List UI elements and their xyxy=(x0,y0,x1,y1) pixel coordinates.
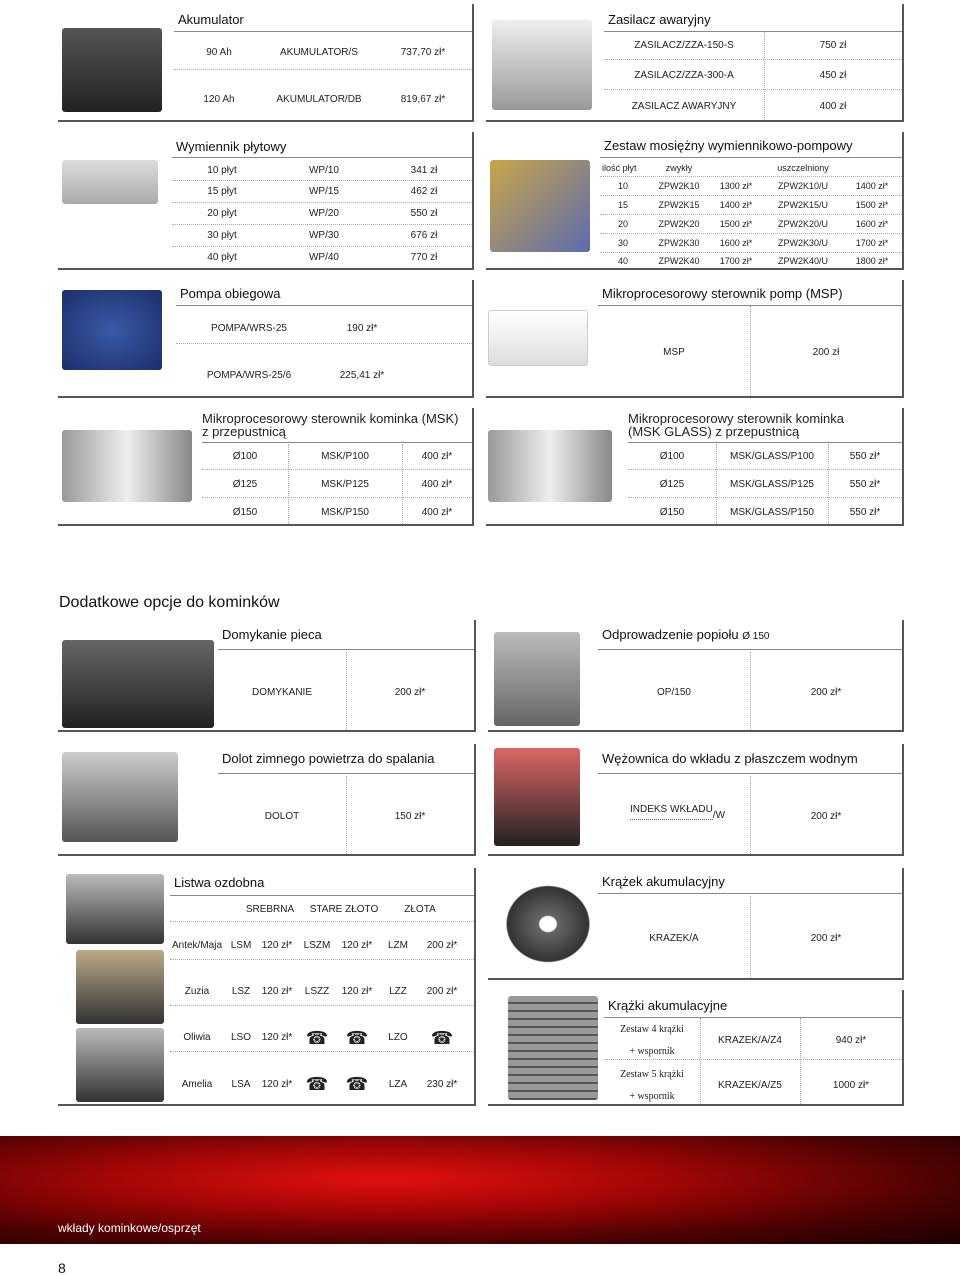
cell: 1400 zł* xyxy=(855,181,889,191)
cell: WP/30 xyxy=(308,230,339,241)
zestaw-title: Zestaw mosiężny wymiennikowo-pompowy xyxy=(600,136,902,158)
cell: 120 zł* xyxy=(261,986,293,997)
table-row xyxy=(604,32,902,60)
cell: LSA xyxy=(231,1078,251,1090)
cell: 400 zł xyxy=(819,100,847,112)
cell: LZA xyxy=(388,1078,408,1090)
cell: 120 zł* xyxy=(261,1032,293,1043)
cell: uszczelniony xyxy=(777,163,829,173)
table-row xyxy=(628,472,902,498)
cell: Ø150 xyxy=(232,506,258,518)
cell: 15 płyt xyxy=(207,186,237,197)
cell: DOMYKANIE xyxy=(251,686,312,698)
cell: Ø150 xyxy=(659,506,685,518)
cell: 200 zł* xyxy=(810,686,842,698)
table-row xyxy=(172,247,472,268)
table-row xyxy=(600,253,902,268)
cell: 150 zł* xyxy=(394,810,426,822)
domykanie-title: Domykanie pieca xyxy=(218,624,474,650)
storage-disc-image xyxy=(500,880,596,968)
cell: ZASILACZ AWARYJNY xyxy=(631,100,737,112)
cell: ZPW2K15 xyxy=(658,200,700,210)
brass-set-image xyxy=(490,160,590,252)
cell: ZPW2K30/U xyxy=(777,238,828,248)
cell: zwykły xyxy=(665,163,693,173)
cell: 676 zł xyxy=(410,230,438,241)
msp-title: Mikroprocesorowy sterownik pomp (MSP) xyxy=(598,284,902,306)
cell: 120 zł* xyxy=(341,940,373,951)
cell xyxy=(604,1069,700,1102)
wezownica-code-index: INDEKS WKŁADU xyxy=(630,804,713,820)
cell: 30 płyt xyxy=(207,230,237,241)
table-row xyxy=(170,978,474,1006)
cell: ZŁOTA xyxy=(404,904,436,915)
cell: LZM xyxy=(388,940,408,951)
table-row xyxy=(172,203,472,225)
cell: 770 zł xyxy=(410,252,438,263)
cell: 819,67 zł* xyxy=(400,93,446,105)
msk-glass-title xyxy=(628,412,844,438)
table-row xyxy=(172,225,472,247)
trim-image-3 xyxy=(76,1028,164,1102)
trim-image-1 xyxy=(66,874,164,944)
msk-title-line2: z przepustnicą xyxy=(202,424,286,439)
popiol-title-sub: Ø 150 xyxy=(742,631,770,642)
cell: POMPA/WRS-25/6 xyxy=(206,369,292,381)
cell: WP/15 xyxy=(308,186,339,197)
cell: 400 zł* xyxy=(421,506,453,518)
cell: 462 zł xyxy=(410,186,438,197)
msk-title-line1: Mikroprocesorowy sterownik kominka (MSK) xyxy=(202,411,459,426)
cell: WP/10 xyxy=(308,164,339,176)
wymiennik-title: Wymiennik płytowy xyxy=(172,138,472,158)
popiol-title xyxy=(598,624,902,650)
cell: 120 zł* xyxy=(261,1078,293,1090)
cell: 1500 zł* xyxy=(719,219,753,229)
table-header xyxy=(170,898,474,922)
cell: 200 zł* xyxy=(426,986,458,997)
heat-exchanger-image xyxy=(62,160,158,204)
cell: Oliwia xyxy=(183,1032,211,1043)
wezownica-code-suffix: /W xyxy=(712,810,726,821)
cell: WP/20 xyxy=(308,208,339,219)
cell: LZZ xyxy=(389,986,407,997)
cell: 750 zł xyxy=(819,40,847,51)
table-row xyxy=(170,932,474,960)
cell: ZPW2K20 xyxy=(658,219,700,229)
table-row xyxy=(604,62,902,90)
zasilacz-title: Zasilacz awaryjny xyxy=(604,10,902,32)
table-row xyxy=(604,92,902,120)
cell: 20 płyt xyxy=(207,208,237,219)
cell: AKUMULATOR/S xyxy=(280,47,358,58)
cell: 200 zł* xyxy=(810,932,842,944)
cell: 1300 zł* xyxy=(719,181,753,191)
krazki-set-line1: Zestaw 4 krążki xyxy=(620,1024,684,1035)
pompa-title: Pompa obiegowa xyxy=(176,284,472,306)
cell: LZO xyxy=(388,1032,408,1043)
phone-icon: ☎ xyxy=(345,1027,369,1048)
table-row xyxy=(174,82,472,116)
cell: 30 xyxy=(618,238,629,248)
trim-image-2 xyxy=(76,950,164,1024)
table-row xyxy=(176,314,472,344)
cell: 1700 zł* xyxy=(719,255,753,266)
table-row xyxy=(170,1070,474,1098)
cell: LSZZ xyxy=(304,986,330,997)
cell: 940 zł* xyxy=(835,1035,867,1046)
cell: MSK/GLASS/P100 xyxy=(730,451,814,462)
cell: 1700 zł* xyxy=(855,238,889,248)
table-row xyxy=(600,177,902,196)
table-row xyxy=(218,804,474,828)
cell: LSZM xyxy=(303,940,331,951)
cell: STARE ZŁOTO xyxy=(309,904,379,915)
cell: ZPW2K40 xyxy=(658,255,700,266)
cell: MSK/GLASS/P150 xyxy=(730,506,814,518)
phone-icon: ☎ xyxy=(305,1027,329,1048)
cell: SREBRNA xyxy=(245,904,295,915)
cell: 1600 zł* xyxy=(719,238,753,248)
krazki-set-line2: + wspornik xyxy=(629,1090,675,1102)
cell: Antek/Maja xyxy=(171,940,223,951)
cell: 400 zł* xyxy=(421,479,453,490)
cell: 200 zł xyxy=(812,346,840,358)
cell: 120 Ah xyxy=(203,93,235,105)
cell: ZPW2K40/U xyxy=(777,255,828,266)
cell: MSK/GLASS/P125 xyxy=(730,479,814,490)
wezownica-code xyxy=(630,804,725,820)
table-row xyxy=(604,1066,902,1104)
msk-glass-title-line2: (MSK GLASS) z przepustnicą xyxy=(628,424,800,439)
table-row xyxy=(598,680,902,704)
cell: 230 zł* xyxy=(426,1078,458,1090)
table-row xyxy=(598,340,902,364)
storage-discs-stack-image xyxy=(508,996,598,1100)
table-row xyxy=(218,680,474,704)
cell: 341 zł xyxy=(410,164,438,176)
cell: 550 zł* xyxy=(849,506,881,518)
table-row xyxy=(170,1024,474,1052)
battery-image xyxy=(62,28,162,112)
cell: 120 zł* xyxy=(341,986,373,997)
footer-label: wkłady kominkowe/osprzęt xyxy=(58,1221,201,1235)
cell: ilość płyt xyxy=(602,163,637,173)
cell: 20 xyxy=(618,219,629,229)
cell: MSK/P100 xyxy=(321,451,369,462)
table-row xyxy=(598,926,902,950)
msk-title xyxy=(202,412,458,438)
cell: 10 płyt xyxy=(207,164,237,176)
cell: POMPA/WRS-25 xyxy=(211,323,287,334)
cell: 1600 zł* xyxy=(855,219,889,229)
page-number: 8 xyxy=(58,1260,66,1276)
table-row xyxy=(176,360,472,390)
cell: 737,70 zł* xyxy=(400,47,446,58)
wezownica-title: Wężownica do wkładu z płaszczem wodnym xyxy=(598,748,902,774)
ash-removal-image xyxy=(494,632,580,726)
air-intake-image xyxy=(62,752,178,842)
cell: ZPW2K10/U xyxy=(777,181,828,191)
cell: 1500 zł* xyxy=(855,200,889,210)
cell: MSK/P125 xyxy=(321,479,369,490)
cell: Zuzia xyxy=(184,986,210,997)
cell: ZPW2K20/U xyxy=(777,219,828,229)
cell: KRAZEK/A xyxy=(649,932,699,944)
cell: 190 zł* xyxy=(346,323,378,334)
damper-glass-image xyxy=(488,430,612,502)
table-row xyxy=(172,181,472,203)
cell: LSM xyxy=(230,940,252,951)
cell: DOLOT xyxy=(264,810,300,822)
cell: LSO xyxy=(230,1032,251,1043)
cell: ZASILACZ/ZZA-300-A xyxy=(634,70,734,81)
cell: KRAZEK/A/Z4 xyxy=(718,1035,782,1046)
cell: ZPW2K10 xyxy=(658,181,700,191)
popiol-title-text: Odprowadzenie popiołu xyxy=(602,627,739,642)
cell: 450 zł xyxy=(819,70,847,81)
cell: KRAZEK/A/Z5 xyxy=(718,1079,782,1091)
cell: 550 zł xyxy=(410,208,438,219)
cell: Ø125 xyxy=(232,479,258,490)
listwa-title: Listwa ozdobna xyxy=(170,872,474,896)
table-row xyxy=(202,444,472,470)
krazki-set-line2: + wspornik xyxy=(629,1046,675,1057)
stove-closing-image xyxy=(62,640,214,728)
cell: ZPW2K30 xyxy=(658,238,700,248)
cell: 40 xyxy=(618,255,629,266)
controller-image xyxy=(488,310,588,366)
table-row xyxy=(174,36,472,70)
krazki-title: Krążki akumulacyjne xyxy=(604,996,902,1018)
cell: 40 płyt xyxy=(207,252,237,263)
cell: Ø125 xyxy=(659,479,685,490)
ups-image xyxy=(492,20,592,110)
cell: ZASILACZ/ZZA-150-S xyxy=(634,40,734,51)
cell: 15 xyxy=(618,200,629,210)
pump-image xyxy=(62,290,162,370)
cell: 200 zł* xyxy=(810,810,842,822)
cell: 1800 zł* xyxy=(855,255,889,266)
krazek-title: Krążek akumulacyjny xyxy=(598,872,902,894)
table-header xyxy=(600,160,902,177)
cell: AKUMULATOR/DB xyxy=(276,93,362,105)
cell xyxy=(604,1024,700,1057)
cell: 10 xyxy=(618,181,629,191)
phone-icon: ☎ xyxy=(345,1074,369,1094)
table-row xyxy=(600,196,902,215)
krazki-set-line1: Zestaw 5 krążki xyxy=(620,1068,684,1080)
cell: Ø100 xyxy=(659,451,685,462)
table-row xyxy=(202,472,472,498)
damper-image xyxy=(62,430,192,502)
table-row xyxy=(600,234,902,253)
cell: MSP xyxy=(663,346,685,358)
cell: 1400 zł* xyxy=(719,200,753,210)
cell: OP/150 xyxy=(657,686,691,698)
cell: 225,41 zł* xyxy=(339,369,385,381)
cell: 550 zł* xyxy=(849,479,881,490)
table-row xyxy=(628,500,902,524)
phone-icon: ☎ xyxy=(305,1074,329,1094)
table-row xyxy=(604,1022,902,1060)
cell: 120 zł* xyxy=(261,940,293,951)
cell: ZPW2K15/U xyxy=(777,200,828,210)
cell: Amelia xyxy=(181,1078,213,1090)
table-row xyxy=(750,804,902,828)
cell: 1000 zł* xyxy=(832,1079,870,1091)
dolot-title: Dolot zimnego powietrza do spalania xyxy=(218,748,474,774)
cell: 200 zł* xyxy=(426,940,458,951)
msk-glass-title-line1: Mikroprocesorowy sterownik kominka xyxy=(628,411,845,426)
akumulator-title: Akumulator xyxy=(174,10,472,32)
section-title: Dodatkowe opcje do kominków xyxy=(59,594,280,611)
cell: 550 zł* xyxy=(849,451,881,462)
cell: WP/40 xyxy=(308,252,339,263)
cell: 200 zł* xyxy=(394,686,426,698)
cell: 90 Ah xyxy=(206,47,232,58)
table-row xyxy=(202,500,472,524)
table-row xyxy=(172,160,472,181)
cell: MSK/P150 xyxy=(321,506,369,518)
table-row xyxy=(600,215,902,234)
table-row xyxy=(628,444,902,470)
cell: Ø100 xyxy=(232,451,258,462)
water-coil-image xyxy=(494,748,580,846)
cell: 400 zł* xyxy=(421,451,453,462)
phone-icon: ☎ xyxy=(430,1027,454,1048)
cell: LSZ xyxy=(231,986,251,997)
